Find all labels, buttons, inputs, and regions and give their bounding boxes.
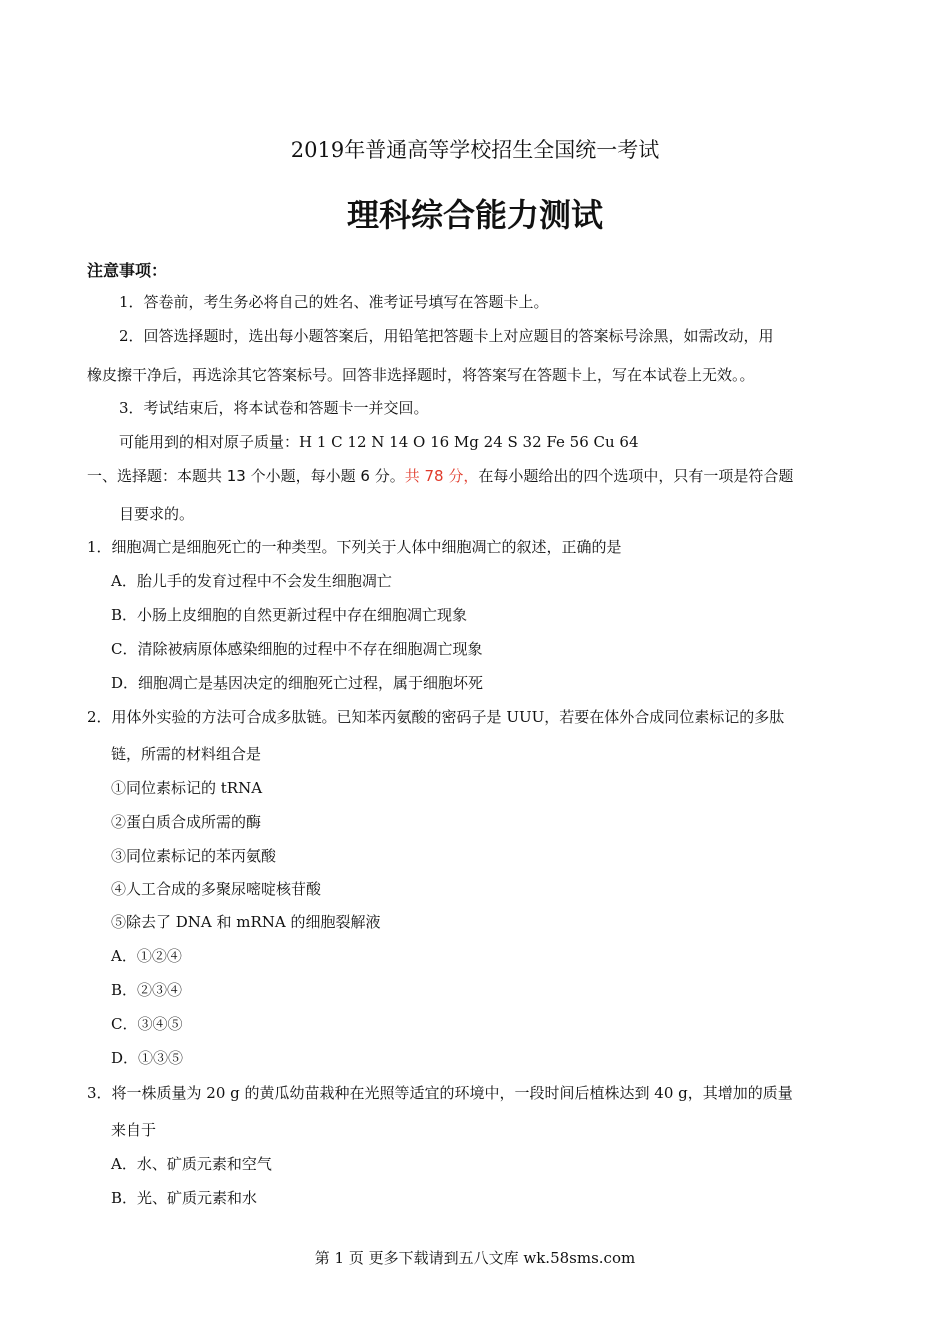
- question-2-option-a: A．①②④: [111, 947, 182, 965]
- subject-title: 理科综合能力测试: [346, 196, 603, 234]
- notice-heading: 注意事项：: [87, 261, 168, 280]
- question-2-material-5: ⑤除去了 DNA 和 mRNA 的细胞裂解液: [111, 913, 381, 931]
- question-2-stem-line-1: 2．用体外实验的方法可合成多肽链。已知苯丙氨酸的密码子是 UUU，若要在体外合成同位素标记的多肽: [87, 708, 785, 726]
- question-2-material-3: ③同位素标记的苯丙氨酸: [111, 847, 277, 865]
- section-heading-part2: 在每小题给出的四个选项中，只有一项是符合题: [478, 467, 794, 485]
- page-footer: 第 1 页 更多下载请到五八文库 wk.58sms.com: [314, 1249, 636, 1267]
- question-1-option-d: D．细胞凋亡是基因决定的细胞死亡过程，属于细胞坏死: [111, 674, 484, 692]
- question-2-material-1: ①同位素标记的 tRNA: [111, 779, 263, 797]
- question-2-option-b: B．②③④: [111, 981, 183, 999]
- question-1-stem: 1．细胞凋亡是细胞死亡的一种类型。下列关于人体中细胞凋亡的叙述，正确的是: [87, 538, 622, 556]
- atomic-mass-line: 可能用到的相对原子质量：H 1 C 12 N 14 O 16 Mg 24 S 32 Fe 56 Cu 64: [119, 433, 639, 451]
- question-2-material-4: ④人工合成的多聚尿嘧啶核苷酸: [111, 880, 322, 898]
- question-3-option-a: A．水、矿质元素和空气: [111, 1155, 272, 1173]
- notice-item-2-line-1: 2．回答选择题时，选出每小题答案后，用铅笔把答题卡上对应题目的答案标号涂黑，如需改动，用: [119, 327, 774, 345]
- question-3-stem-line-1: 3．将一株质量为 20 g 的黄瓜幼苗栽种在光照等适宜的环境中，一段时间后植株达到 40 g，其增加的质量: [87, 1084, 793, 1102]
- exam-title: 2019年普通高等学校招生全国统一考试: [290, 138, 660, 162]
- notice-item-3: 3．考试结束后，将本试卷和答题卡一并交回。: [119, 399, 429, 417]
- question-3-stem-line-2: 来自于: [111, 1121, 157, 1139]
- section-heading-part1: 一、选择题：本题共 13 个小题，每小题 6 分。: [87, 467, 405, 485]
- question-2-stem-line-2: 链，所需的材料组合是: [111, 745, 262, 763]
- question-2-option-c: C．③④⑤: [111, 1015, 183, 1033]
- question-1-option-a: A．胎儿手的发育过程中不会发生细胞凋亡: [111, 572, 392, 590]
- question-2-option-d: D．①③⑤: [111, 1049, 184, 1067]
- section-heading-total-score: 共 78 分，: [404, 467, 479, 485]
- notice-item-1: 1．答卷前，考生务必将自己的姓名、准考证号填写在答题卡上。: [119, 293, 549, 311]
- question-3-option-b: B．光、矿质元素和水: [111, 1189, 258, 1207]
- question-1-option-c: C．清除被病原体感染细胞的过程中不存在细胞凋亡现象: [111, 640, 483, 658]
- notice-item-2-line-2: 橡皮擦干净后，再选涂其它答案标号。回答非选择题时，将答案写在答题卡上，写在本试卷上无效。。: [87, 366, 755, 384]
- section-heading: [87, 465, 793, 486]
- question-1-option-b: B．小肠上皮细胞的自然更新过程中存在细胞凋亡现象: [111, 606, 468, 624]
- section-heading-line-2: 目要求的。: [119, 505, 195, 523]
- question-2-material-2: ②蛋白质合成所需的酶: [111, 813, 262, 831]
